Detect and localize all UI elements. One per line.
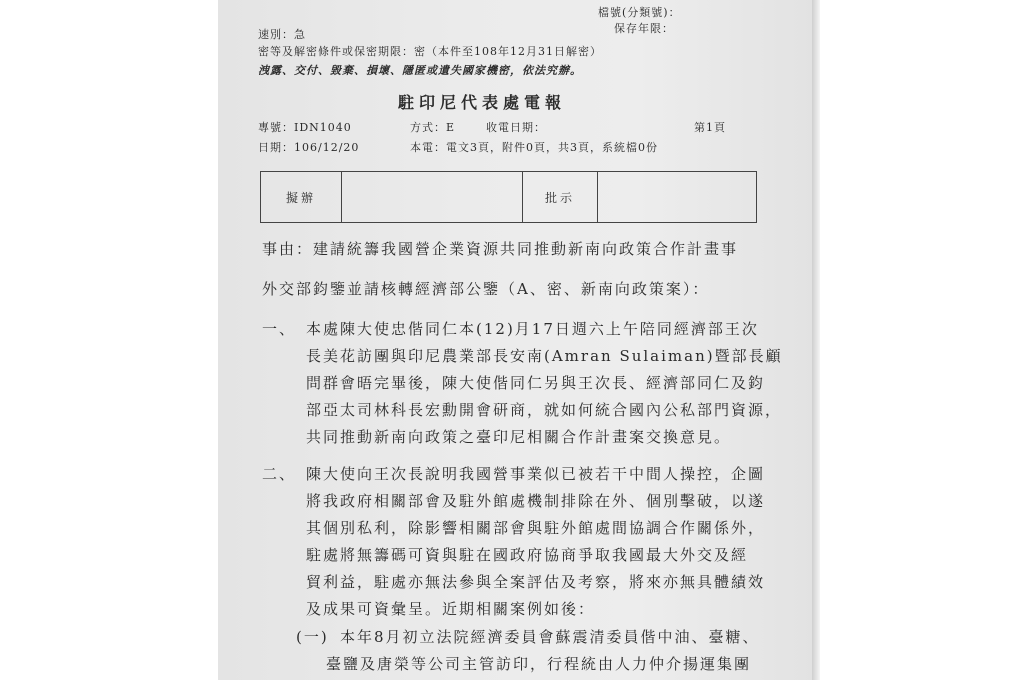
section-2-line: 其個別私利，除影響相關部會與駐外館處間協調合作關係外， [306,519,766,537]
method-label: 方式：E [410,121,456,134]
section-1-line: 共同推動新南向政策之臺印尼相關合作計畫案交換意見。 [306,428,732,446]
section-1-line: 長美花訪團與印尼農業部長安南(Amran Sulaiman)暨部長顧 [306,347,783,365]
telegram-summary: 本電：電文3頁，附件0頁，共3頁，系統檔0份 [410,141,658,154]
subsection-1-marker: (一) [296,628,329,646]
instruction-cell [598,172,757,223]
document-date: 日期：106/12/20 [258,141,360,154]
section-2-marker: 二、 [262,465,297,483]
page-edge [812,0,820,680]
instruction-label: 批示 [523,172,598,223]
receive-date-label: 收電日期： [486,121,546,134]
subsection-1-line: 臺鹽及唐榮等公司主管訪印，行程統由人力仲介揚運集團 [326,655,752,673]
subsection-1-line: 本年8月初立法院經濟委員會蘇震清委員偕中油、臺糖、 [340,628,760,646]
section-1-marker: 一、 [262,320,297,338]
section-1-line: 部亞太司林科長宏勳開會研商，就如何統合國內公私部門資源， [306,401,783,419]
document-title: 駐印尼代表處電報 [398,93,567,112]
classification-label: 密等及解密條件或保密期限：密（本件至108年12月31日解密） [258,45,602,58]
file-number-label: 檔號(分類號)： [598,6,681,19]
section-2-line: 駐處將無籌碼可資與駐在國政府協商爭取我國最大外交及經 [306,546,749,564]
section-2-line: 將我政府相關部會及駐外館處機制排除在外、個別擊破，以遂 [306,492,766,510]
urgency-label: 速別：急 [258,28,306,41]
section-2-line: 陳大使向王次長說明我國營事業似已被若干中間人操控，企圖 [306,465,766,483]
reference-number: 專號：IDN1040 [258,121,352,134]
subject-line-2: 外交部鈞鑒並請核轉經濟部公鑒（A、密、新南向政策案）： [262,280,710,298]
section-1-line: 本處陳大使忠偕同仁本(12)月17日週六上午陪同經濟部王次 [306,320,759,338]
section-2-line: 及成果可資彙呈。近期相關案例如後： [306,600,596,618]
keep-years-label: 保存年限： [614,22,674,35]
section-2-line: 貿利益，駐處亦無法參與全案評估及考察，將來亦無具體績效 [306,573,766,591]
approval-table [260,171,757,223]
page-number: 第1頁 [694,121,726,134]
section-1-line: 問群會晤完畢後，陳大使偕同仁另與王次長、經濟部同仁及鈞 [306,374,766,392]
draft-label: 擬辦 [261,172,342,223]
subject-line-1: 事由：建請統籌我國營企業資源共同推動新南向政策合作計畫事 [262,240,739,258]
draft-cell [342,172,523,223]
secrecy-warning: 洩露、交付、毀棄、損壞、隱匿或遺失國家機密，依法究辦。 [258,64,582,77]
